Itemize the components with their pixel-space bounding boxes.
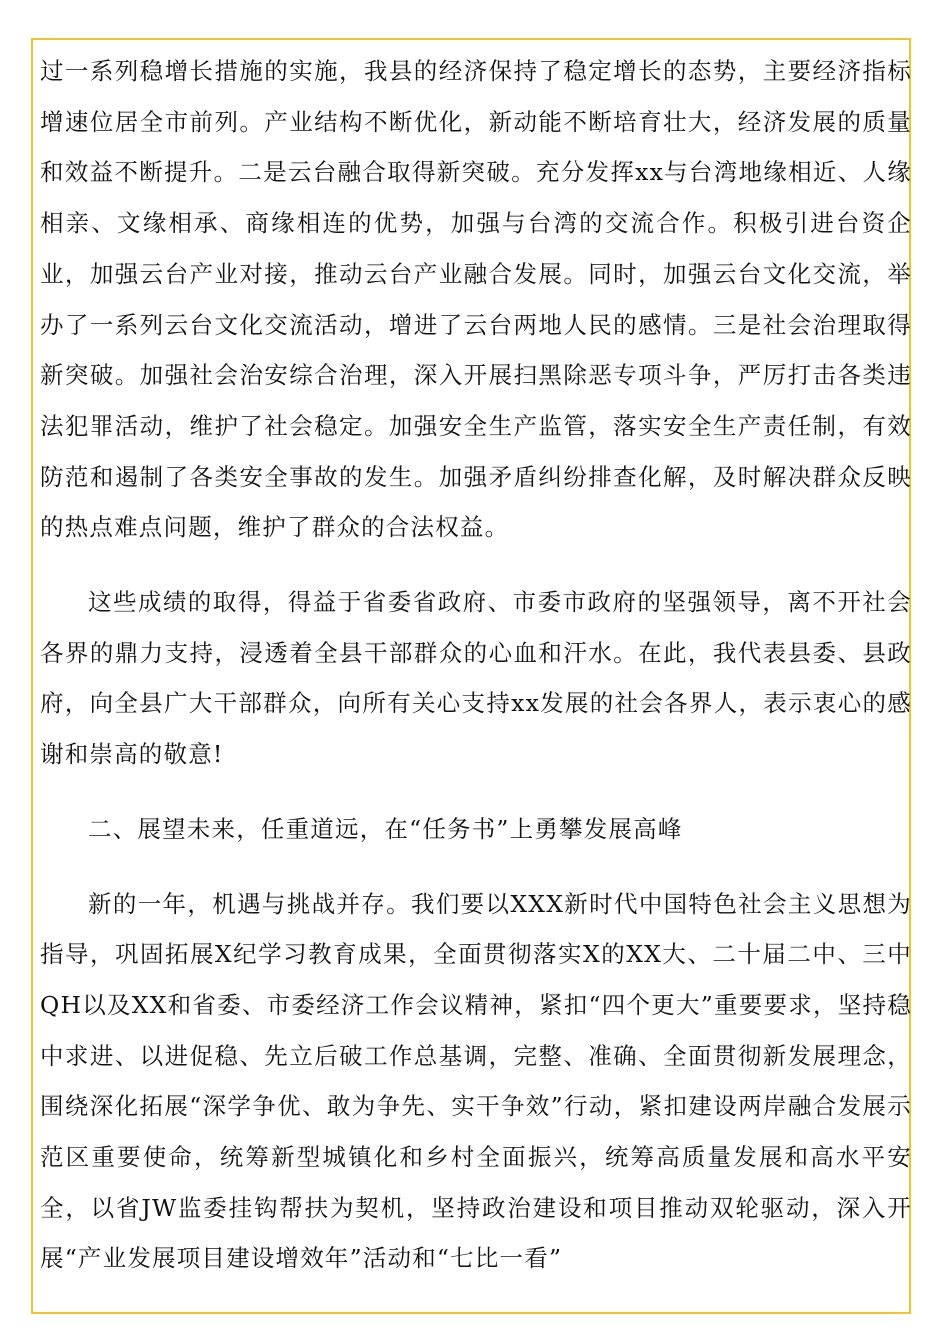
paragraph-gap	[40, 780, 912, 804]
paragraph-gap	[40, 855, 912, 879]
paragraph-outlook: 新的一年，机遇与挑战并存。我们要以XXX新时代中国特色社会主义思想为指导，巩固拓展X纪学习教育成果，全面贯彻落实X的XX大、二十届二中、三中QH以及XX和省委、市委经济工作会议精神，紧扣“四个更大”重要要求，坚持稳中求进、以进促稳、先立后破工作总基调，完整、准确、全面贯彻新发展理念，围绕深化拓展“深学争优、敢为争先、实干争效”行动，紧扣建设两岸融合发展示范区重要使命，统筹新型城镇化和乡村全面振兴，统筹高质量发展和高水平安全，以省JW监委挂钩帮扶为契机，坚持政治建设和项目推动双轮驱动，深入开展“产业发展项目建设增效年”活动和“七比一看”	[40, 889, 912, 1273]
paragraph-thanks: 这些成绩的取得，得益于省委省政府、市委市政府的坚强领导，离不开社会各界的鼎力支持，浸透着全县干部群众的心血和汗水。在此，我代表县委、县政府，向全县广大干部群众，向所有关心支持xx发展的社会各界人，表示衷心的感谢和崇高的敬意!	[40, 588, 912, 769]
paragraph-gap	[40, 553, 912, 577]
document-body	[40, 46, 912, 1284]
section-heading: 二、展望未来，任重道远，在“任务书”上勇攀发展高峰	[88, 814, 683, 843]
paragraph-achievements: 过一系列稳增长措施的实施，我县的经济保持了稳定增长的态势，主要经济指标增速位居全市前列。产业结构不断优化，新动能不断培育壮大，经济发展的质量和效益不断提升。二是云台融合取得新突破。充分发挥xx与台湾地缘相近、人缘相亲、文缘相承、商缘相连的优势，加强与台湾的交流合作。积极引进台资企业，加强云台产业对接，推动云台产业融合发展。同时，加强云台文化交流，举办了一系列云台文化交流活动，增进了云台两地人民的感情。三是社会治理取得新突破。加强社会治安综合治理，深入开展扫黑除恶专项斗争，严厉打击各类违法犯罪活动，维护了社会稳定。加强安全生产监管，落实安全生产责任制，有效防范和遏制了各类安全事故的发生。加强矛盾纠纷排查化解，及时解决群众反映的热点难点问题，维护了群众的合法权益。	[40, 57, 912, 542]
